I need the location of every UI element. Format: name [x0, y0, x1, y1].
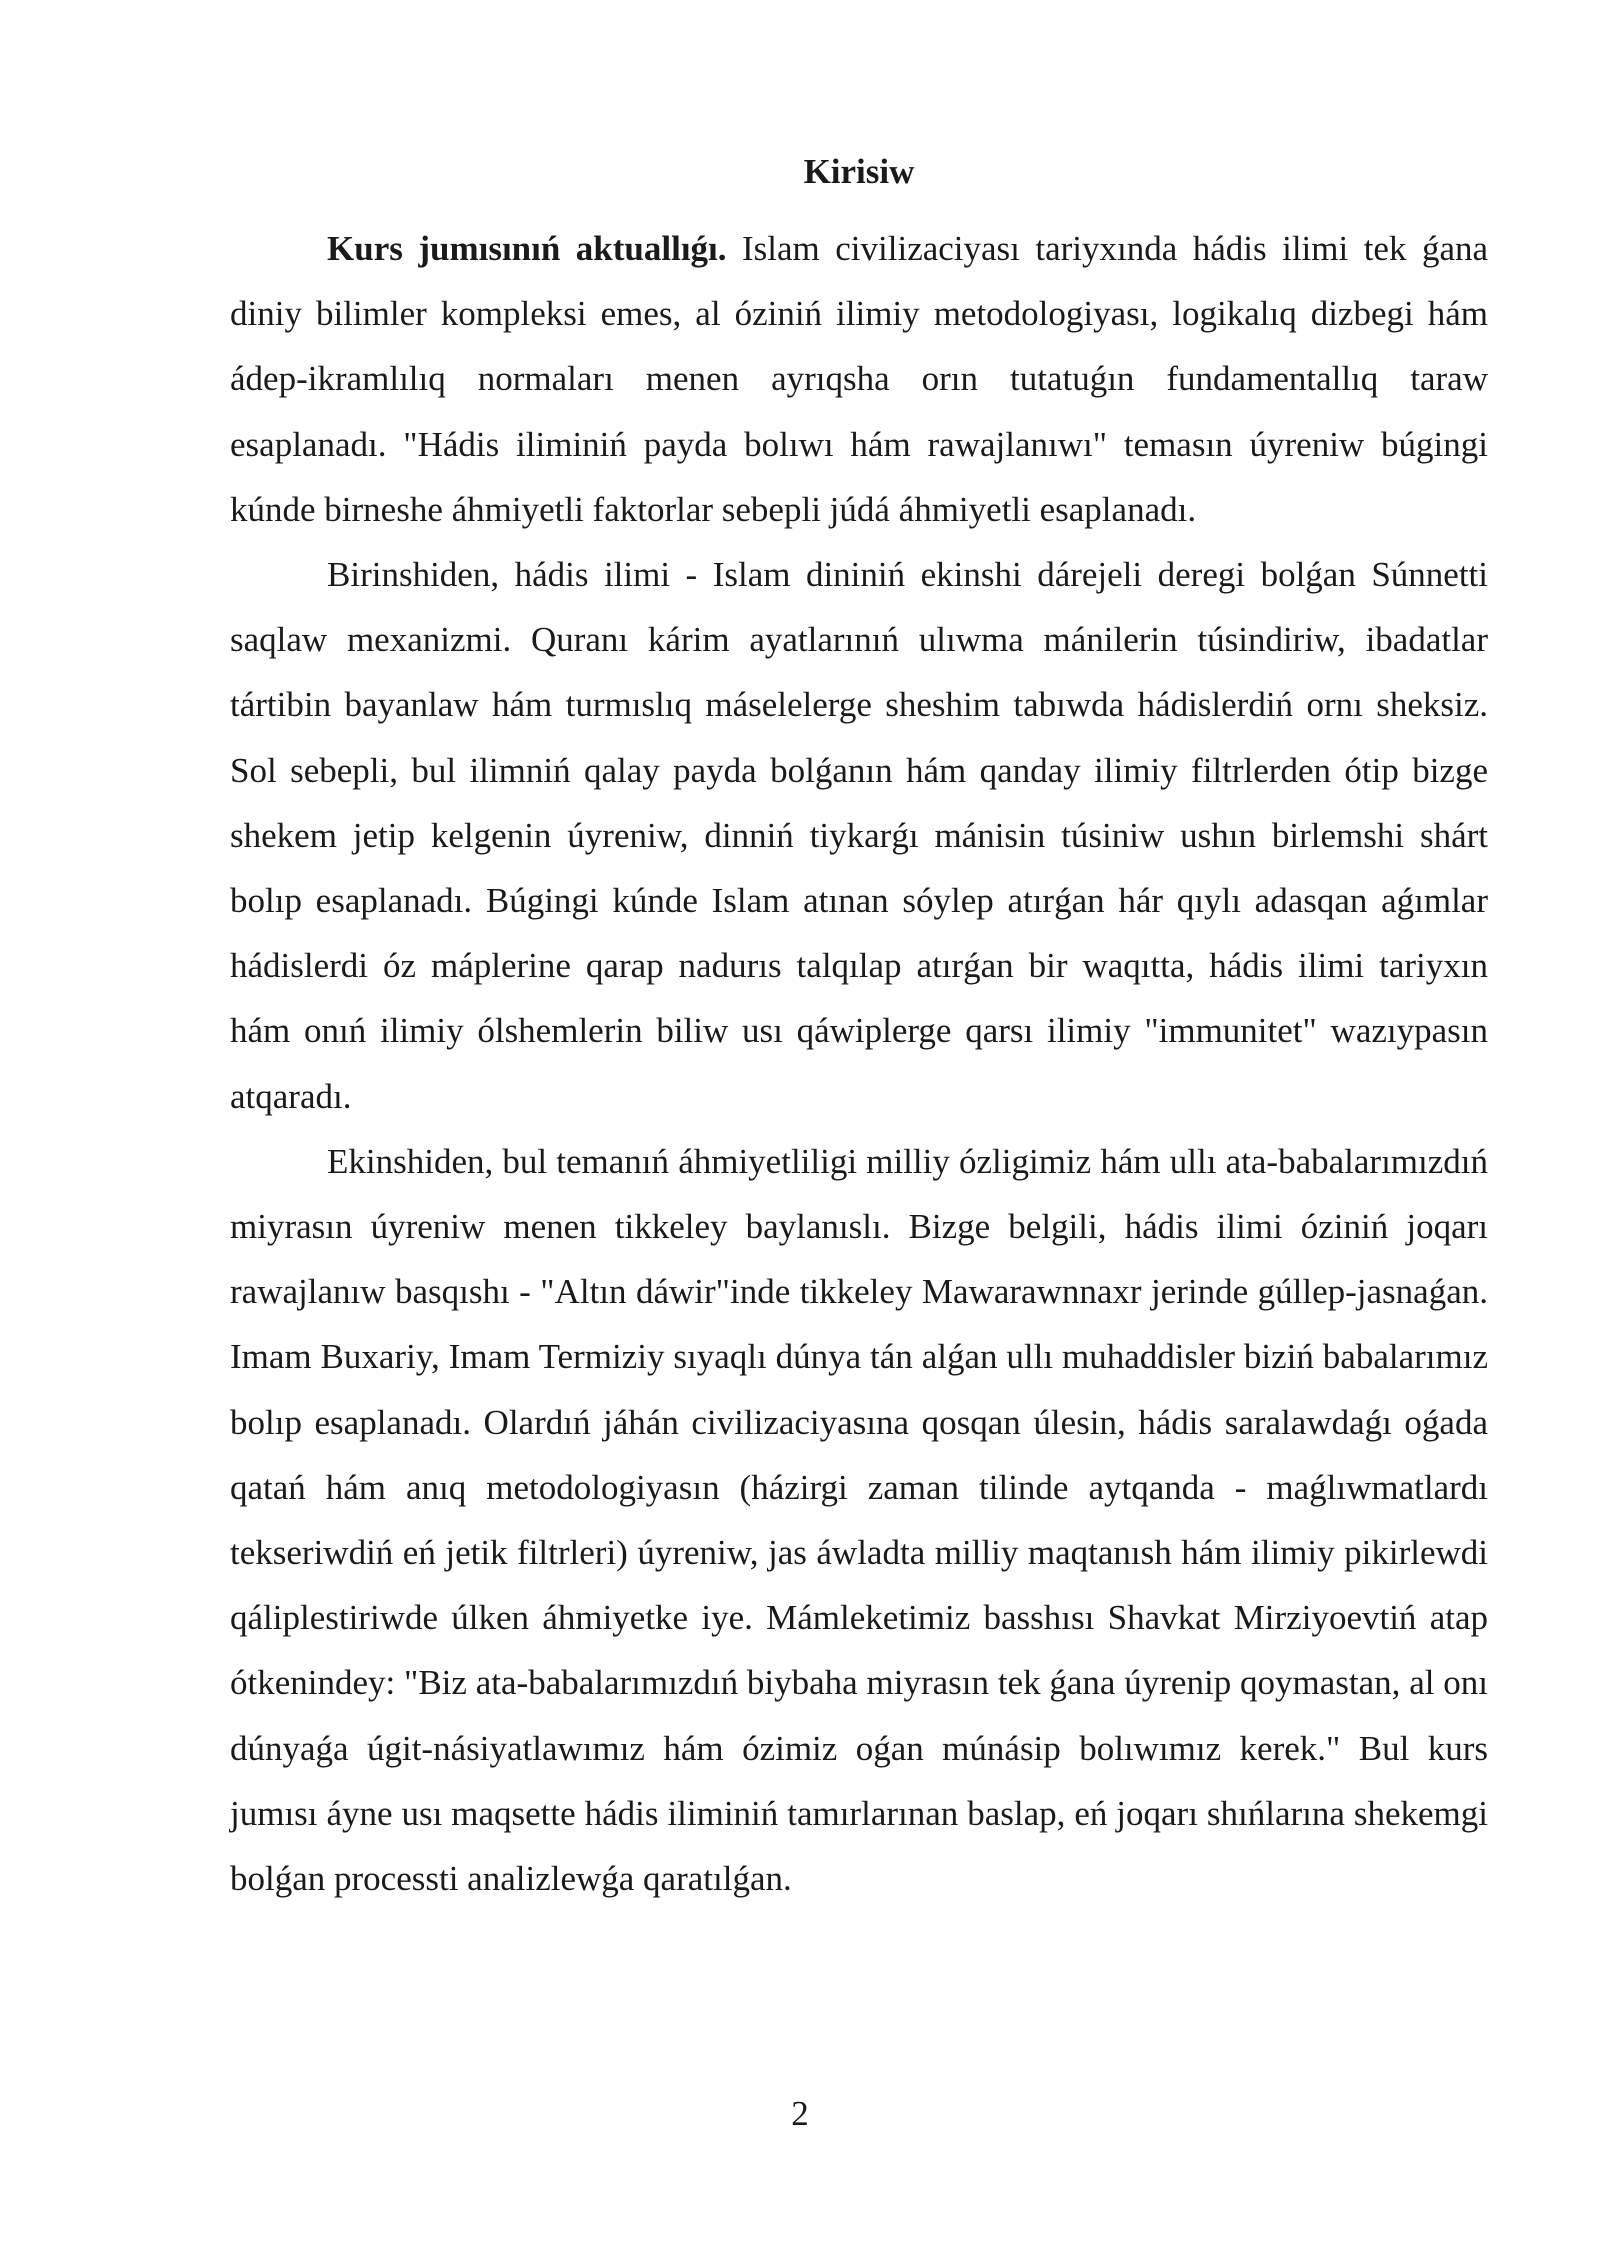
page-number: 2 — [791, 2094, 809, 2133]
section-title: Kirisiw — [803, 152, 915, 191]
document-page — [230, 150, 1488, 1911]
paragraph-text: Ekinshiden, bul temanıń áhmiyetliligi milliy ózligimiz hám ullı ata-babalarımızdıń miyrasın úyreniw menen tikkeley baylanıslı. Bizge belgili, hádis ilimi óziniń joqarı rawajlanıw basqıshı - "Altın dáwir"inde tikkeley Mawarawnnaxr jerinde gúllep-jasnaǵan. Imam Buxariy, Imam Termiziy sıyaqlı dúnya tán alǵan ullı muhaddisler biziń babalarımız bolıp esaplanadı. Olardıń jáhán civilizaciyasına qosqan úlesin, hádis saralawdaǵı oǵada qatań hám anıq metodologiyasın (házirgi zaman tilinde aytqanda - maǵlıwmatlardı tekseriwdiń eń jetik filtrleri) úyreniw, jas áwladta milliy maqtanısh hám ilimiy pikirlewdi qáliplestiriwde úlken áhmiyetke iye. Mámleketimiz basshısı Shavkat Mirziyoevtiń atap ótkenindey: "Biz ata-babalarımızdıń biybaha miyrasın tek ǵana úyrenip qoymastan, al onı dúnyaǵa úgit-násiyatlawımız hám ózimiz oǵan múnásip bolıwımız kerek." Bul kurs jumısı áyne usı maqsette hádis iliminiń tamırlarınan baslap, eń joqarı shıńlarına shekemgi bolǵan processti analizlewǵa qaratılǵan. — [230, 1141, 1488, 1899]
paragraph-first-reason — [230, 542, 1488, 1129]
paragraph-text: Islam civilizaciyası tariyxında hádis ilimi tek ǵana diniy bilimler kompleksi emes, al óziniń ilimiy metodologiyası, logikalıq dizbegi hám ádep-ikramlılıq normaları menen ayrıqsha orın tutatuǵın fundamentallıq taraw esaplanadı. "Hádis iliminiń payda bolıwı hám rawajlanıwı" temasın úyreniw búgingi kúnde birneshe áhmiyetli faktorlar sebepli júdá áhmiyetli esaplanadı. — [230, 229, 1489, 529]
paragraph-second-reason — [230, 1129, 1488, 1911]
paragraph-lead: Kurs jumısınıń aktuallıǵı. — [327, 229, 727, 268]
paragraph-text: Birinshiden, hádis ilimi - Islam dininiń ekinshi dárejeli deregi bolǵan Súnnetti saqlaw mexanizmi. Quranı kárim ayatlarınıń ulıwma mánilerin túsindiriw, ibadatlar tártibin bayanlaw hám turmıslıq máselelerge sheshim tabıwda hádislerdiń ornı sheksiz. Sol sebepli, bul ilimniń qalay payda bolǵanın hám qanday ilimiy filtrlerden ótip bizge shekem jetip kelgenin úyreniw, dinniń tiykarǵı mánisin túsiniw ushın birlemshi shárt bolıp esaplanadı. Búgingi kúnde Islam atınan sóylep atırǵan hár qıylı adasqan aǵımlar hádislerdi óz máplerine qarap nadurıs talqılap atırǵan bir waqıtta, hádis ilimi tariyxın hám onıń ilimiy ólshemlerin biliw usı qáwiplerge qarsı ilimiy "immunitet" wazıypasın atqaradı. — [230, 555, 1488, 1116]
paragraph-relevance — [230, 216, 1488, 542]
